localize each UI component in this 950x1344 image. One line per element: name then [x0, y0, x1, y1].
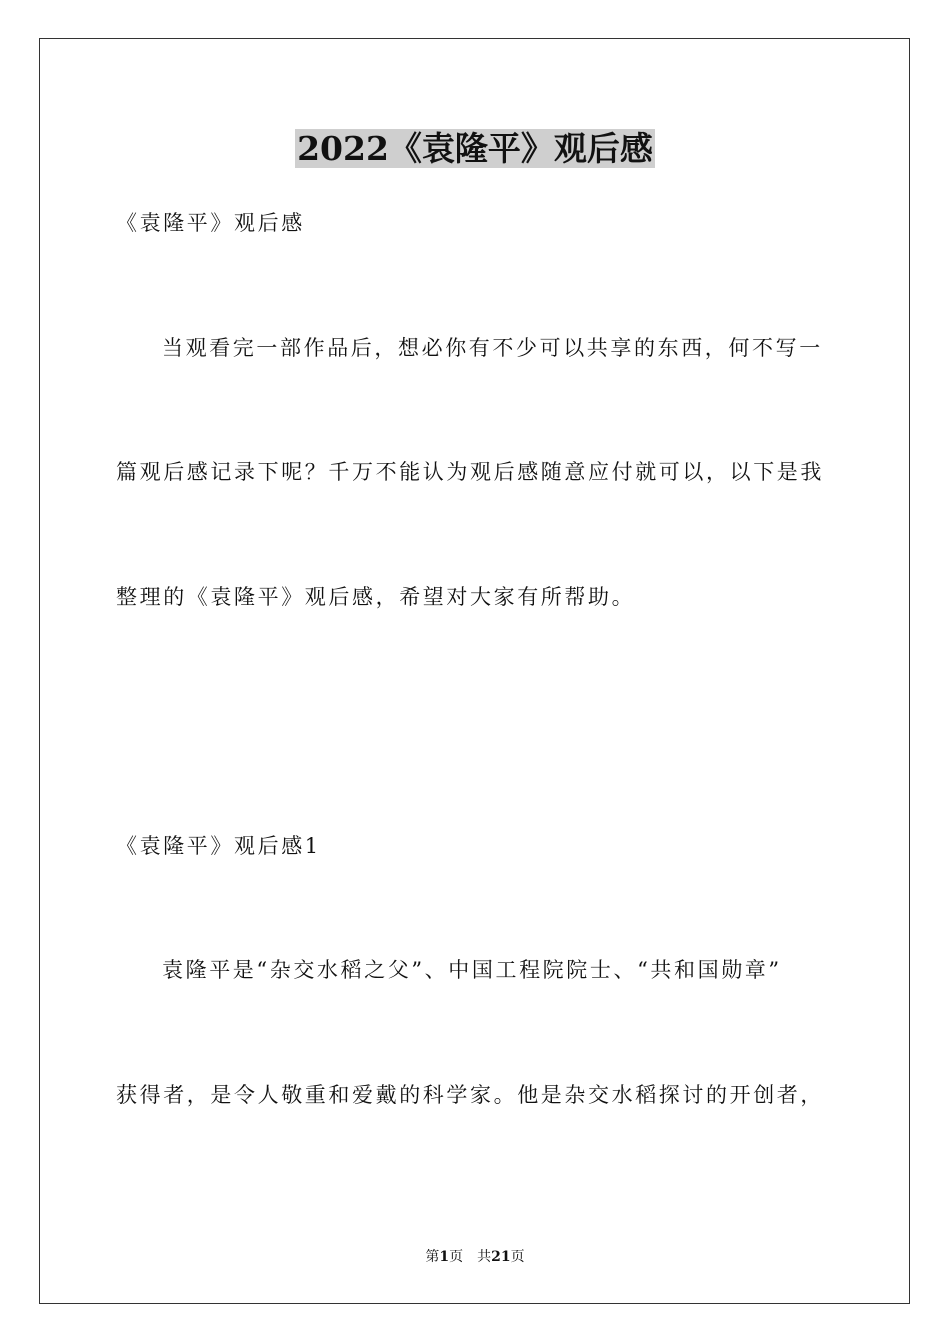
document-title [0, 126, 950, 172]
footer-prefix: 第 [425, 1249, 440, 1265]
footer-suffix: 页 [510, 1249, 525, 1265]
intro-line-2: 篇观后感记录下呢？千万不能认为观后感随意应付就可以，以下是我 [116, 460, 824, 484]
document-subtitle: 《袁隆平》观后感 [116, 211, 305, 235]
footer-mid: 页 共 [449, 1249, 492, 1265]
section-heading: 《袁隆平》观后感1 [116, 834, 321, 858]
footer-total-pages: 21 [491, 1249, 511, 1265]
body-line-1: 袁隆平是“杂交水稻之父”、中国工程院院士、“共和国勋章” [162, 958, 782, 982]
document-title-text: 2022《袁隆平》观后感 [297, 129, 653, 168]
footer-page-number: 1 [439, 1249, 450, 1265]
page-footer [0, 1247, 950, 1267]
intro-line-1: 当观看完一部作品后，想必你有不少可以共享的东西，何不写一 [162, 336, 823, 360]
intro-line-3: 整理的《袁隆平》观后感，希望对大家有所帮助。 [116, 585, 636, 609]
body-line-2: 获得者，是令人敬重和爱戴的科学家。他是杂交水稻探讨的开创者， [116, 1083, 824, 1107]
